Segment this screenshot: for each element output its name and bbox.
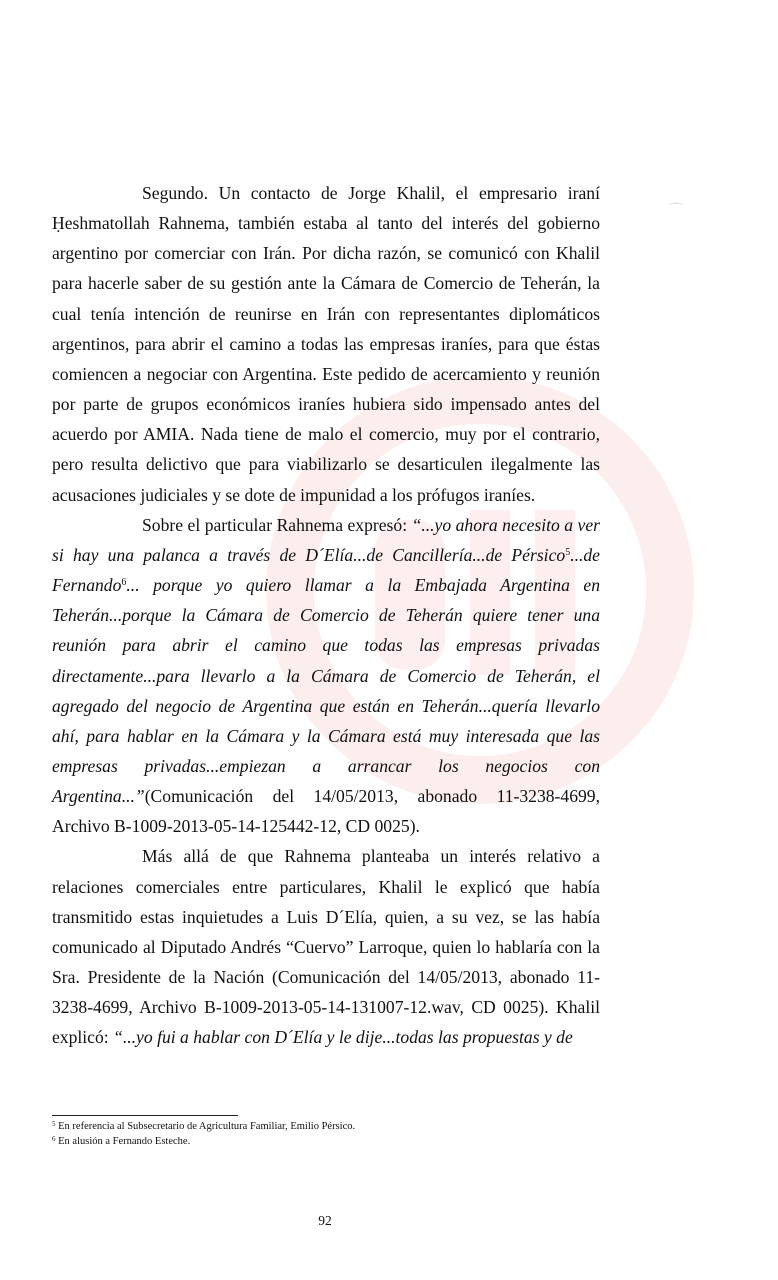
paragraph-2 — [52, 510, 600, 842]
quote-rahnema-a: “...yo ahora necesito a ver si hay una palanca a través de D´Elía...de Cancillería...de Pérsico — [52, 514, 601, 565]
footnote-5 — [52, 1120, 600, 1135]
footnote-ref-5: 5 — [565, 546, 571, 558]
quote-khalil: “...yo fui a hablar con D´Elía y le dije...todas las propuestas y de — [113, 1027, 573, 1048]
paragraph-3-text: Más allá de que Rahnema planteaba un interés relativo a relaciones comerciales entre particulares, Khalil le explicó que había transmitido estas inquietudes a Luis D´Elía, quien, a su vez, se las había comunicado al Diputado Andrés “Cuervo” Larroque, quien lo hablaría con la Sra. Presidente de la Nación (Comunicación del 14/05/2013, abonado 11-3238-4699, Archivo B-1009-2013-05-14-131007-12.wav, CD 0025). Khalil explicó: — [52, 846, 600, 1048]
footnote-divider — [52, 1115, 238, 1116]
quote-rahnema-c: ... porque yo quiero llamar a la Embajada Argentina en Teherán...porque la Cámara de Comercio de Teherán quiere tener una reunión para abrir el camino que todas las empresas privadas directamente...para llevarlo a la Cámara de Comercio de Teherán, el agregado del negocio de Argentina que están en Teherán...quería llevarlo ahí, para hablar en la Cámara y la Cámara está muy interesada que las empresas privadas...empiezan a arrancar los negocios con Argentina...” — [52, 575, 600, 807]
paragraph-1: Segundo. Un contacto de Jorge Khalil, el empresario iraní Ḥeshmatollah Rahnema, también estaba al tanto del interés del gobierno argentino por comerciar con Irán. Por dicha razón, se comunicó con Khalil para hacerle saber de su gestión ante la Cámara de Comercio de Teherán, la cual tenía intención de reunirse en Irán con representantes diplomáticos argentinos, para abrir el camino a todas las empresas iraníes, para que éstas comiencen a negociar con Argentina. Este pedido de acercamiento y reunión por parte de grupos económicos iraníes hubiera sido impensado antes del acuerdo por AMIA. Nada tiene de malo el comercio, muy por el contrario, pero resulta delictivo que para viabilizarlo se desarticulen ilegalmente las acusaciones judiciales y se dote de impunidad a los prófugos iraníes. — [52, 183, 600, 505]
paragraph-2-lead: Sobre el particular Rahnema expresó: — [142, 514, 412, 535]
scan-mark: ⌒ — [669, 203, 683, 219]
footnotes — [52, 1120, 600, 1149]
footnote-6 — [52, 1135, 600, 1150]
page-body — [52, 178, 600, 1053]
footnote-ref-6: 6 — [121, 577, 127, 589]
page-number: 92 — [318, 1213, 332, 1228]
quote-rahnema-b: ...de Fernando — [52, 544, 600, 596]
paragraph-3 — [52, 841, 600, 1052]
footnote-text: En alusión a Fernando Esteche. — [58, 1135, 191, 1147]
footnote-number: 6 — [52, 1134, 56, 1143]
footnote-number: 5 — [52, 1120, 56, 1128]
citation-1: (Comunicación del 14/05/2013, abonado 11-3238-4699, Archivo B-1009-2013-05-14-125442-12, CD 0025). — [52, 786, 600, 837]
footnote-text: En referencia al Subsecretario de Agricultura Familiar, Emilio Pérsico. — [58, 1121, 356, 1132]
